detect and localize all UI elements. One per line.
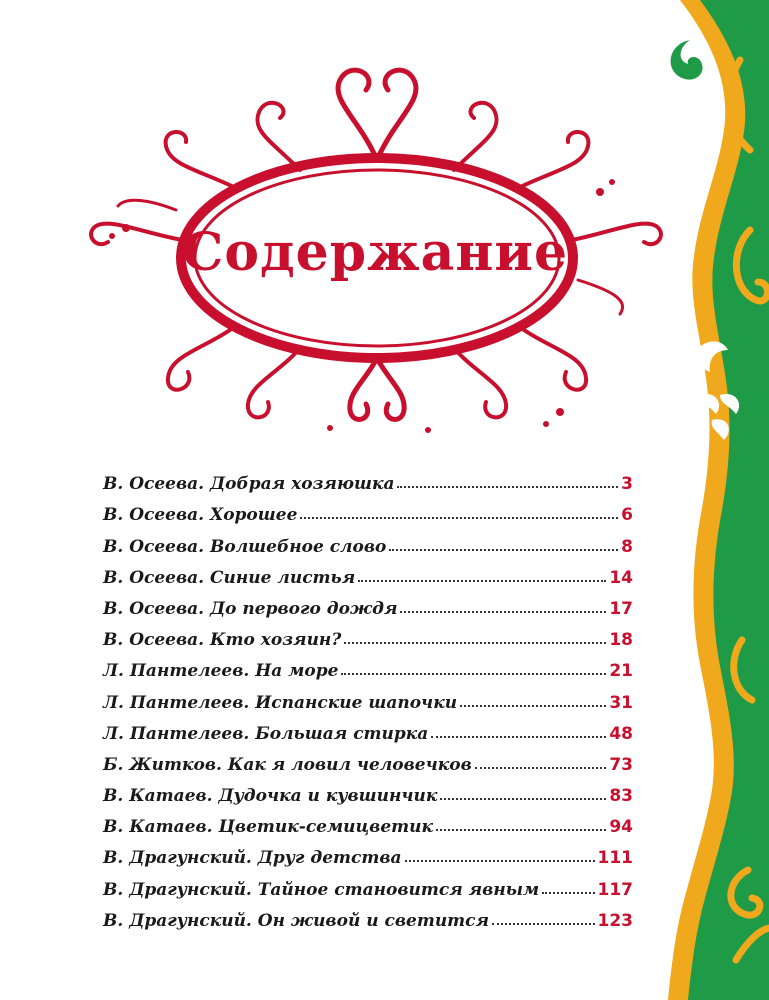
- toc-page-number: 94: [609, 817, 633, 838]
- toc-page-number: 117: [597, 879, 633, 900]
- toc-entry: [103, 619, 633, 650]
- toc-entry-title: В. Драгунский. Друг детства: [103, 848, 402, 869]
- toc-page-number: 111: [597, 848, 633, 869]
- toc-entry: [103, 868, 633, 899]
- toc-dot-leader: [397, 486, 618, 488]
- toc-entry-title: В. Катаев. Цветик-семицветик: [103, 817, 433, 838]
- toc-entry: [103, 650, 633, 681]
- toc-entry: [103, 775, 633, 806]
- toc-entry: [103, 588, 633, 619]
- toc-entry: [103, 900, 633, 931]
- toc-page-number: 6: [621, 505, 633, 526]
- toc-dot-leader: [341, 673, 606, 675]
- toc-page-number: 73: [609, 754, 633, 775]
- toc-page-number: 83: [609, 786, 633, 807]
- table-of-contents: [103, 463, 633, 931]
- toc-page-number: 14: [609, 567, 633, 588]
- toc-entry-title: В. Драгунский. Тайное становится явным: [103, 879, 540, 900]
- toc-dot-leader: [542, 892, 594, 894]
- toc-page-number: 3: [621, 474, 633, 495]
- toc-entry-title: Б. Житков. Как я ловил человечков: [103, 754, 472, 775]
- toc-entry-title: В. Драгунский. Он живой и светится: [103, 910, 490, 931]
- toc-dot-leader: [431, 736, 606, 738]
- toc-entry-title: Л. Пантелеев. Испанские шапочки: [103, 692, 458, 713]
- toc-page-number: 123: [597, 910, 633, 931]
- toc-dot-leader: [436, 829, 606, 831]
- toc-dot-leader: [460, 705, 606, 707]
- toc-entry-title: В. Осеева. Волшебное слово: [103, 536, 387, 557]
- toc-entry-title: В. Осеева. Синие листья: [103, 567, 356, 588]
- toc-entry-title: Л. Пантелеев. На море: [103, 661, 339, 682]
- toc-entry: [103, 525, 633, 556]
- toc-entry: [103, 463, 633, 494]
- toc-entry-title: Л. Пантелеев. Большая стирка: [103, 723, 429, 744]
- toc-page-number: 31: [609, 692, 633, 713]
- toc-entry: [103, 837, 633, 868]
- toc-entry: [103, 557, 633, 588]
- toc-dot-leader: [358, 580, 606, 582]
- toc-entry-title: В. Катаев. Дудочка и кувшинчик: [103, 786, 438, 807]
- toc-entry: [103, 713, 633, 744]
- toc-dot-leader: [492, 923, 594, 925]
- toc-dot-leader: [389, 549, 618, 551]
- toc-entry: [103, 744, 633, 775]
- toc-dot-leader: [300, 517, 618, 519]
- toc-page-number: 8: [621, 536, 633, 557]
- toc-page-number: 17: [609, 598, 633, 619]
- toc-dot-leader: [344, 642, 606, 644]
- toc-entry-title: В. Осеева. Кто хозяин?: [103, 630, 342, 651]
- toc-dot-leader: [475, 767, 607, 769]
- toc-entry: [103, 681, 633, 712]
- toc-page-number: 48: [609, 723, 633, 744]
- toc-page-number: 18: [609, 630, 633, 651]
- toc-dot-leader: [405, 860, 595, 862]
- page-title: Содержание: [181, 222, 569, 283]
- toc-entry: [103, 494, 633, 525]
- toc-page-number: 21: [609, 661, 633, 682]
- toc-entry: [103, 806, 633, 837]
- toc-entry-title: В. Осеева. Добрая хозяюшка: [103, 474, 395, 495]
- toc-dot-leader: [400, 611, 606, 613]
- toc-dot-leader: [440, 798, 606, 800]
- toc-entry-title: В. Осеева. Хорошее: [103, 505, 298, 526]
- toc-entry-title: В. Осеева. До первого дождя: [103, 598, 398, 619]
